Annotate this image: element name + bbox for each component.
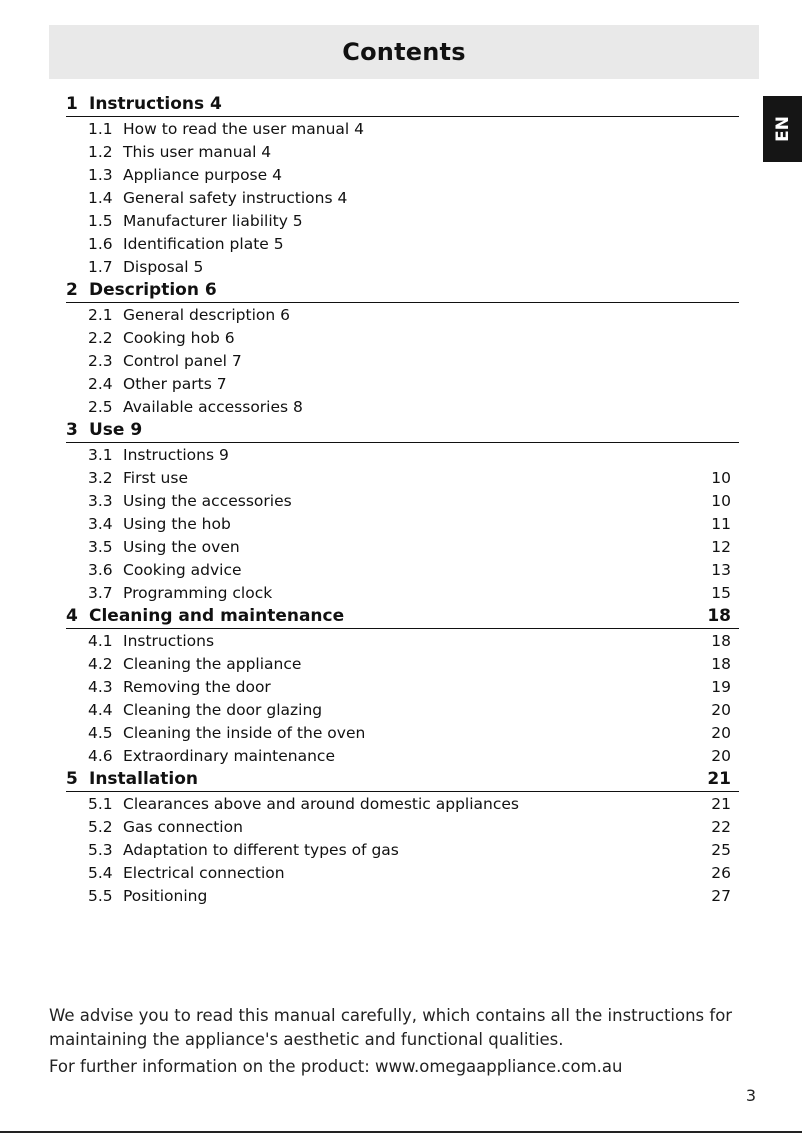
toc-subsection-list (66, 792, 739, 908)
page-number: 3 (745, 1086, 756, 1105)
language-tab (763, 96, 802, 162)
subsection-page: 11 (711, 515, 731, 533)
toc-subsection-item[interactable] (88, 396, 739, 419)
subsection-number: 2.1 (88, 306, 113, 324)
toc-subsection-list (66, 117, 739, 279)
subsection-title: How to read the user manual 4 (123, 120, 364, 138)
subsection-number: 4.1 (88, 632, 113, 650)
subsection-number: 4.6 (88, 747, 113, 765)
section-title: Description 6 (89, 280, 217, 300)
toc-subsection-item[interactable] (88, 559, 739, 582)
subsection-number: 5.5 (88, 887, 113, 905)
subsection-title: Manufacturer liability 5 (123, 212, 303, 230)
footer-line-2: maintaining the appliance's aesthetic and functional qualities. (49, 1030, 564, 1049)
subsection-title: First use (123, 469, 188, 487)
subsection-page: 21 (711, 795, 731, 813)
subsection-title: Cleaning the inside of the oven (123, 724, 366, 742)
subsection-title: General description 6 (123, 306, 290, 324)
section-title: Installation (89, 769, 199, 789)
subsection-number: 3.4 (88, 515, 113, 533)
table-of-contents (66, 93, 739, 908)
subsection-title: General safety instructions 4 (123, 189, 348, 207)
footer-line-3: For further information on the product: www.omegaappliance.com.au (49, 1057, 623, 1076)
subsection-page: 13 (711, 561, 731, 579)
toc-section-heading[interactable] (66, 93, 739, 117)
section-title: Cleaning and maintenance (89, 606, 345, 626)
subsection-number: 4.2 (88, 655, 113, 673)
subsection-title: Extraordinary maintenance (123, 747, 335, 765)
subsection-page: 25 (711, 841, 731, 859)
subsection-number: 4.4 (88, 701, 113, 719)
subsection-number: 5.1 (88, 795, 113, 813)
subsection-page: 18 (711, 632, 731, 650)
toc-subsection-item[interactable] (88, 885, 739, 908)
subsection-number: 5.2 (88, 818, 113, 836)
subsection-title: Cooking hob 6 (123, 329, 235, 347)
subsection-number: 3.6 (88, 561, 113, 579)
toc-subsection-item[interactable] (88, 582, 739, 605)
subsection-number: 2.2 (88, 329, 113, 347)
section-number: 2 (66, 280, 78, 300)
footer-line-1: We advise you to read this manual carefully, which contains all the instructions for (49, 1006, 733, 1025)
toc-subsection-item[interactable] (88, 304, 739, 327)
toc-section (66, 605, 739, 768)
subsection-page (691, 256, 739, 279)
toc-subsection-item[interactable] (88, 630, 739, 653)
subsection-title: Using the oven (123, 538, 240, 556)
subsection-number: 1.6 (88, 235, 113, 253)
subsection-page: 10 (711, 492, 731, 510)
section-title: Use 9 (89, 420, 143, 440)
subsection-number: 4.5 (88, 724, 113, 742)
subsection-page: 22 (711, 818, 731, 836)
subsection-title: Electrical connection (123, 864, 285, 882)
subsection-title: Identification plate 5 (123, 235, 284, 253)
section-number: 3 (66, 420, 78, 440)
subsection-number: 3.1 (88, 446, 113, 464)
subsection-page: 19 (711, 678, 731, 696)
subsection-title: Using the hob (123, 515, 231, 533)
toc-subsection-item[interactable] (88, 745, 739, 768)
subsection-title: Appliance purpose 4 (123, 166, 282, 184)
subsection-title: Removing the door (123, 678, 271, 696)
subsection-title: Cooking advice (123, 561, 242, 579)
toc-subsection-item[interactable] (88, 536, 739, 559)
section-page: 18 (707, 606, 731, 626)
subsection-number: 1.3 (88, 166, 113, 184)
subsection-page: 10 (711, 469, 731, 487)
toc-section-heading[interactable] (66, 279, 739, 303)
section-title: Instructions 4 (89, 94, 222, 114)
toc-subsection-item[interactable] (88, 118, 739, 141)
subsection-number: 1.7 (88, 258, 113, 276)
subsection-title: Available accessories 8 (123, 398, 303, 416)
bottom-divider (0, 1131, 802, 1133)
toc-subsection-item[interactable] (88, 350, 739, 373)
subsection-page: 12 (711, 538, 731, 556)
subsection-number: 3.7 (88, 584, 113, 602)
subsection-page (691, 187, 739, 210)
toc-subsection-list (66, 303, 739, 419)
subsection-page (691, 304, 739, 327)
toc-section (66, 768, 739, 908)
subsection-number: 1.2 (88, 143, 113, 161)
subsection-page: 26 (711, 864, 731, 882)
subsection-number: 2.3 (88, 352, 113, 370)
toc-section-heading[interactable] (66, 419, 739, 443)
toc-subsection-item[interactable] (88, 816, 739, 839)
toc-subsection-item[interactable] (88, 862, 739, 885)
subsection-title: Programming clock (123, 584, 273, 602)
toc-subsection-item[interactable] (88, 722, 739, 745)
subsection-page (691, 233, 739, 256)
language-tab-label: EN (772, 116, 793, 142)
toc-section-heading[interactable] (66, 605, 739, 629)
section-number: 5 (66, 769, 78, 789)
subsection-page (691, 141, 739, 164)
toc-section (66, 93, 739, 279)
subsection-title: This user manual 4 (123, 143, 272, 161)
toc-subsection-item[interactable] (88, 490, 739, 513)
subsection-title: Disposal 5 (123, 258, 204, 276)
toc-subsection-item[interactable] (88, 327, 739, 350)
toc-subsection-item[interactable] (88, 793, 739, 816)
subsection-page (691, 118, 739, 141)
subsection-page: 20 (711, 701, 731, 719)
toc-subsection-item[interactable] (88, 839, 739, 862)
subsection-number: 1.1 (88, 120, 113, 138)
subsection-title: Cleaning the door glazing (123, 701, 323, 719)
subsection-title: Clearances above and around domestic appliances (123, 795, 519, 813)
subsection-title: Cleaning the appliance (123, 655, 302, 673)
toc-subsection-item[interactable] (88, 210, 739, 233)
subsection-title: Instructions 9 (123, 446, 229, 464)
subsection-page (691, 396, 739, 419)
toc-subsection-item[interactable] (88, 256, 739, 279)
contents-title-bar (49, 25, 759, 79)
toc-subsection-item[interactable] (88, 233, 739, 256)
toc-section (66, 279, 739, 419)
toc-subsection-item[interactable] (88, 373, 739, 396)
subsection-page (691, 164, 739, 187)
toc-subsection-item[interactable] (88, 676, 739, 699)
subsection-number: 1.5 (88, 212, 113, 230)
subsection-number: 3.5 (88, 538, 113, 556)
subsection-page (691, 444, 739, 467)
subsection-number: 2.5 (88, 398, 113, 416)
subsection-page (691, 373, 739, 396)
toc-subsection-list (66, 443, 739, 605)
subsection-page: 27 (711, 887, 731, 905)
subsection-title: Control panel 7 (123, 352, 242, 370)
toc-subsection-list (66, 629, 739, 768)
subsection-number: 5.4 (88, 864, 113, 882)
subsection-page: 20 (711, 724, 731, 742)
subsection-number: 3.2 (88, 469, 113, 487)
footer-note (49, 1004, 749, 1079)
page-title: Contents (342, 38, 466, 66)
subsection-title: Other parts 7 (123, 375, 227, 393)
subsection-number: 2.4 (88, 375, 113, 393)
subsection-number: 1.4 (88, 189, 113, 207)
toc-subsection-item[interactable] (88, 141, 739, 164)
section-number: 4 (66, 606, 78, 626)
subsection-page: 20 (711, 747, 731, 765)
toc-subsection-item[interactable] (88, 513, 739, 536)
toc-subsection-item[interactable] (88, 444, 739, 467)
toc-subsection-item[interactable] (88, 187, 739, 210)
subsection-page (691, 350, 739, 373)
subsection-number: 4.3 (88, 678, 113, 696)
toc-section (66, 419, 739, 605)
subsection-title: Adaptation to different types of gas (123, 841, 399, 859)
subsection-page (691, 327, 739, 350)
toc-subsection-item[interactable] (88, 467, 739, 490)
toc-subsection-item[interactable] (88, 164, 739, 187)
subsection-page: 15 (711, 584, 731, 602)
subsection-page: 18 (711, 655, 731, 673)
toc-subsection-item[interactable] (88, 699, 739, 722)
subsection-title: Using the accessories (123, 492, 292, 510)
section-number: 1 (66, 94, 78, 114)
subsection-title: Instructions (123, 632, 215, 650)
subsection-number: 5.3 (88, 841, 113, 859)
subsection-page (691, 210, 739, 233)
toc-subsection-item[interactable] (88, 653, 739, 676)
toc-section-heading[interactable] (66, 768, 739, 792)
subsection-number: 3.3 (88, 492, 113, 510)
subsection-title: Gas connection (123, 818, 243, 836)
subsection-title: Positioning (123, 887, 208, 905)
section-page: 21 (707, 769, 731, 789)
